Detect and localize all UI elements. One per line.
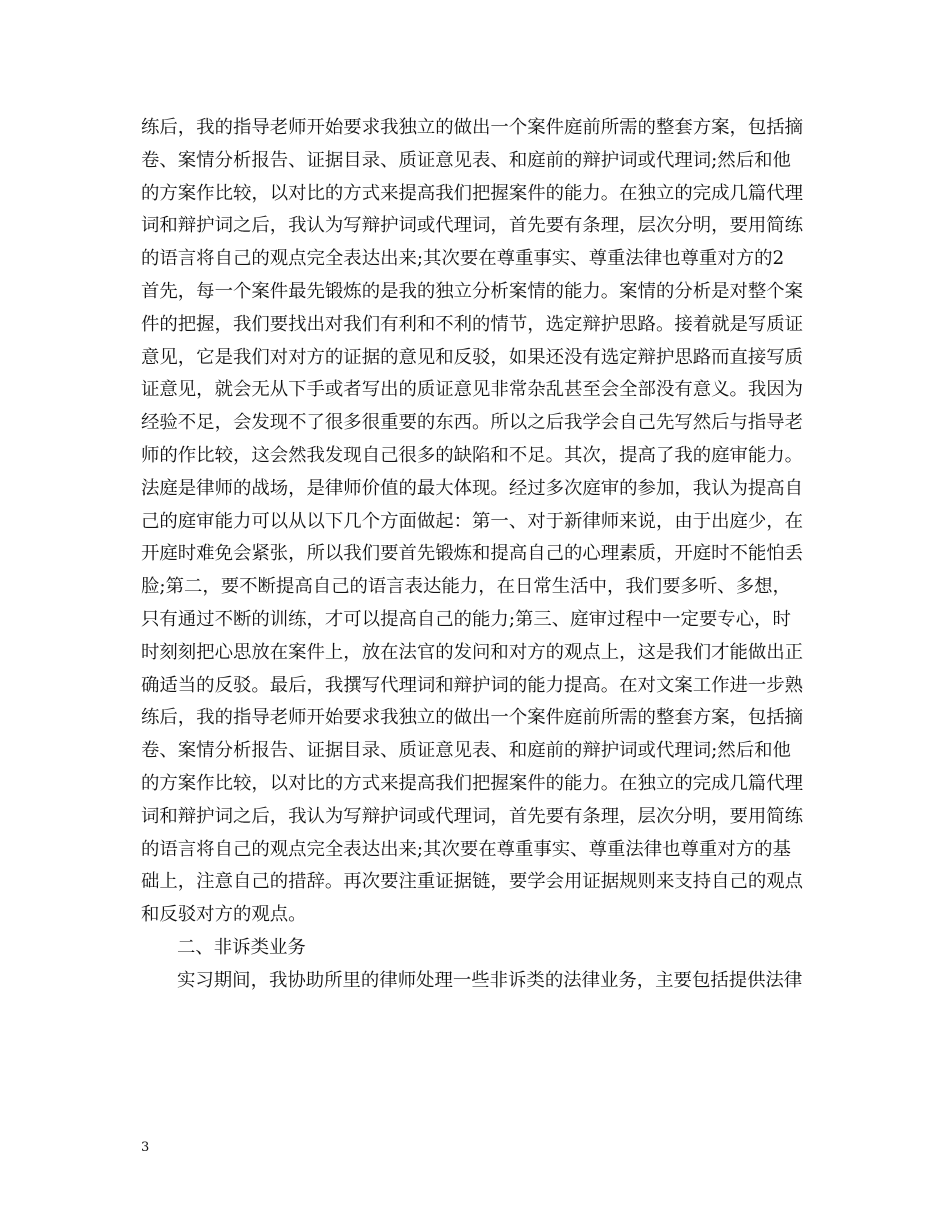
text-line: 件的把握，我们要找出对我们有利和不利的情节，选定辩护思路。接着就是写质证 [141, 313, 804, 335]
text-line: 词和辩护词之后，我认为写辩护词或代理词，首先要有条理，层次分明，要用简练 [141, 805, 804, 827]
text-line: 首先，每一个案件最先锻炼的是我的独立分析案情的能力。案情的分析是对整个案 [141, 280, 804, 302]
section-heading: 二、非诉类业务 [177, 936, 306, 958]
text-line: 师的作比较，这会然我发现自己很多的缺陷和不足。其次，提高了我的庭审能力。 [141, 444, 804, 466]
text-line: 的方案作比较，以对比的方式来提高我们把握案件的能力。在独立的完成几篇代理 [141, 182, 804, 204]
text-line: 卷、案情分析报告、证据目录、质证意见表、和庭前的辩护词或代理词;然后和他 [141, 149, 791, 171]
text-line: 的语言将自己的观点完全表达出来;其次要在尊重事实、尊重法律也尊重对方的基 [141, 838, 791, 860]
text-line: 证意见，就会无从下手或者写出的质证意见非常杂乱甚至会全部没有意义。我因为 [141, 379, 804, 401]
text-line: 开庭时难免会紧张，所以我们要首先锻炼和提高自己的心理素质，开庭时不能怕丢 [141, 543, 804, 565]
text-line: 实习期间，我协助所里的律师处理一些非诉类的法律业务，主要包括提供法律 [177, 969, 803, 991]
text-line: 脸;第二，要不断提高自己的语言表达能力，在日常生活中，我们要多听、多想， [141, 576, 791, 598]
text-line: 练后，我的指导老师开始要求我独立的做出一个案件庭前所需的整套方案，包括摘 [141, 117, 804, 138]
text-line: 础上，注意自己的措辞。再次要注重证据链，要学会用证据规则来支持自己的观点 [141, 871, 804, 893]
text-line: 练后，我的指导老师开始要求我独立的做出一个案件庭前所需的整套方案，包括摘 [141, 707, 804, 729]
text-line: 和反驳对方的观点。 [141, 904, 307, 926]
text-line: 词和辩护词之后，我认为写辩护词或代理词，首先要有条理，层次分明，要用简练 [141, 215, 804, 237]
text-line: 意见，它是我们对对方的证据的意见和反驳，如果还没有选定辩护思路而直接写质 [141, 346, 804, 368]
text-line: 只有通过不断的训练，才可以提高自己的能力;第三、庭审过程中一定要专心，时 [141, 608, 791, 630]
text-line: 经验不足，会发现不了很多很重要的东西。所以之后我学会自己先写然后与指导老 [141, 412, 804, 434]
text-line: 的方案作比较，以对比的方式来提高我们把握案件的能力。在独立的完成几篇代理 [141, 772, 804, 794]
text-line: 时刻刻把心思放在案件上，放在法官的发问和对方的观点上，这是我们才能做出正 [141, 641, 804, 663]
text-line: 法庭是律师的战场，是律师价值的最大体现。经过多次庭审的参加，我认为提高自 [141, 477, 804, 499]
text-line: 己的庭审能力可以从以下几个方面做起：第一、对于新律师来说，由于出庭少，在 [141, 510, 804, 532]
text-line: 的语言将自己的观点完全表达出来;其次要在尊重事实、尊重法律也尊重对方的2 [141, 248, 785, 270]
body-text [141, 112, 821, 998]
text-line: 确适当的反驳。最后，我撰写代理词和辩护词的能力提高。在对文案工作进一步熟 [141, 674, 804, 696]
page-number: 3 [141, 1140, 150, 1155]
text-line: 卷、案情分析报告、证据目录、质证意见表、和庭前的辩护词或代理词;然后和他 [141, 740, 791, 762]
